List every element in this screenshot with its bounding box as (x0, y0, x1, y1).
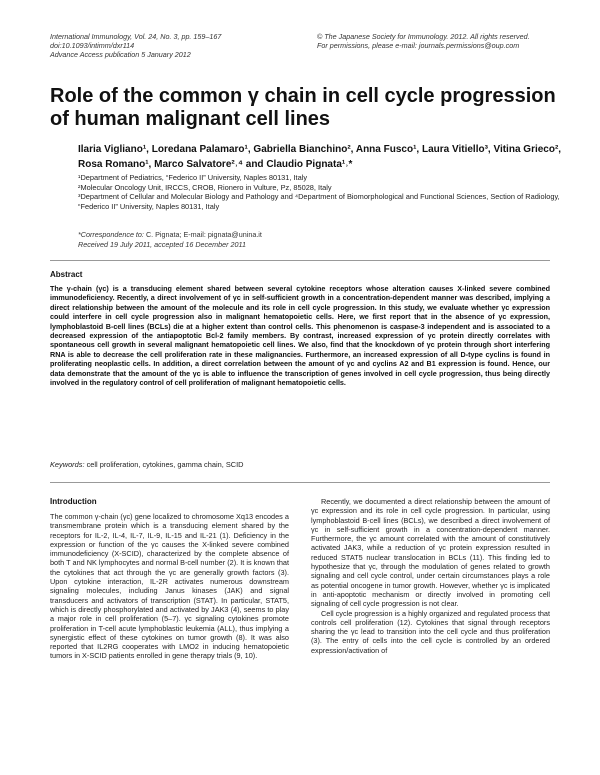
keywords (50, 460, 550, 469)
abstract-heading: Abstract (50, 270, 83, 279)
journal-citation: International Immunology, Vol. 24, No. 3, pp. 159–167 (50, 32, 222, 41)
correspondence-contact[interactable]: C. Pignata; E-mail: pignata@unina.it (145, 230, 262, 239)
introduction-heading: Introduction (50, 497, 97, 506)
affiliation-2: ²Molecular Oncology Unit, IRCCS, CROB, Rionero in Vulture, Pz, 85028, Italy (78, 182, 332, 192)
affiliation-1: ¹Department of Pediatrics, “Federico II” University, Naples 80131, Italy (78, 173, 308, 182)
correspondence-line (78, 230, 578, 240)
correspondence-block (78, 230, 578, 249)
received-accepted-dates: Received 19 July 2011, accepted 16 December 2011 (78, 239, 246, 249)
correspondence-label: *Correspondence to: (78, 230, 144, 239)
keywords-list: cell proliferation, cytokines, gamma chain, SCID (86, 460, 244, 469)
intro-paragraph: Cell cycle progression is a highly organized and regulated process that controls cell proliferation (12). Cytokines that signal through receptors sharing the γc lead to transition into the cell cycle and thus proliferation (3). The entry of cells into the cell cycle is controlled by an ordered expression/activation of (311, 608, 550, 655)
advance-access-note: Advance Access publication 5 January 2012 (50, 50, 191, 60)
abstract-bottom-divider (50, 482, 550, 483)
copyright-header (317, 32, 530, 50)
copyright-line: © The Japanese Society for Immunology. 2012. All rights reserved. (317, 32, 530, 41)
abstract-top-divider (50, 260, 550, 261)
affiliation-3: ³Department of Cellular and Molecular Biology and Pathology and ⁴Department of Biomorphological and Functional Sciences, Section of Radiology, “Federico II” University, Naples 80131, Italy (78, 192, 560, 211)
abstract-text: The γ-chain (γc) is a transducing element shared between several cytokine receptors whose alteration causes X-linked severe combined immunodeficiency. Recently, a direct involvement of γc in self-sufficient growth in a concentration-dependent manner was described, implying a direct relationship between the amount of the molecule and its role in cell cycle progression. In this study, we evaluate whether γc expression could interfere in cell cycle progression also in malignant hematopoietic cells. Here, we first report that in the absence of γc expression, lymphoblastoid B-cell lines (BCLs) die at a higher extent than control cells. This phenomenon is caspase-3 independent and is associated to a decreased expression of the antiapoptotic Bcl-2 family members. By contrast, increased expression of γc protein directly correlates with spontaneous cell growth in several malignant hematopoietic cell lines. We also, find that the knockdown of γc protein through short interfering RNA is able to decrease the cell proliferation rate in these malignancies. Furthermore, an increased expression of all D-type cyclins is found in proliferating neoplastic cells. In addition, a direct correlation between the amount of γc and cyclins A2 and B1 expression is found. Hence, our data demonstrate that the amount of the γc is able to influence the transcription of genes involved in cell cycle progression, thus being directly involved in the regulatory control of cell proliferation of malignant hematopoietic cells. (50, 284, 550, 388)
article-title: Role of the common γ chain in cell cycle progression of human malignant cell lines (50, 85, 556, 130)
keywords-label: Keywords: (50, 460, 85, 469)
affiliations (78, 173, 578, 211)
intro-paragraph: Recently, we documented a direct relationship between the amount of γc expression and its role in cell cycle progression. In particular, using lymphoblastoid B-cell lines (BCLs), we described a direct involvement of γc in self-sufficient growth in a concentration-dependent manner. Furthermore, the γc amount correlated with the amount of constitutively activated JAK3, while a reduction of γc protein expression resulted in reduced STAT5 nuclear translocation in BCLs (11). This finding led to hypothesize that γc, through the modulation of genes related to growth signaling and cell cycle control, under certain circumstances plays a role as potential oncogene in tumor growth. However, whether γc is implicated in anti-apoptotic mechanism or directly involved in promoting cell signaling of cell cycle progression is not clear. (311, 497, 550, 609)
body-column-right (311, 497, 550, 655)
body-column-left (50, 512, 289, 661)
journal-header (50, 32, 221, 60)
author-list: Ilaria Vigliano¹, Loredana Palamaro¹, Gabriella Bianchino², Anna Fusco¹, Laura Vitiello³, Vitina Grieco², Rosa Romano¹, Marco Salvatore²˒⁴ and Claudio Pignata¹˒* (78, 144, 562, 170)
permissions-line: For permissions, please e-mail: journals.permissions@oup.com (317, 41, 520, 51)
intro-paragraph: The common γ-chain (γc) gene localized to chromosome Xq13 encodes a transmembrane protein which is a transducing element shared by the receptors for IL-2, IL-4, IL-7, IL-9, IL-15 and IL-21 (1). Deficiency in the expression or function of the γc causes the X-linked severe combined immunodeficiency (X-SCID), characterized by the complete absence of both T and NK lymphocytes and normal B-cell number (2). It is known that the cytokines that act through the γc are generally growth factors (3). Upon cytokine interaction, IL-2R activates numerous downstream signaling molecules, including Janus kinases (JAK) and signal transducers and activators of transcription (STAT). In particular, STAT5, which is directly phosphorylated and activated by JAK3 (4), seems to play a major role in cell proliferation (5–7). γc signaling cytokines promote proliferation in T-cell acute lymphoblastic leukemia (ALL), thus implying a synergistic effect of these cytokines on tumor growth (8). It was also reported that IL2RG cooperates with LMO2 in inducing hematopoietic tumors in X-SCID patients enrolled in gene therapy trials (9, 10). (50, 512, 289, 661)
doi[interactable]: doi:10.1093/intimm/dxr114 (50, 41, 135, 51)
